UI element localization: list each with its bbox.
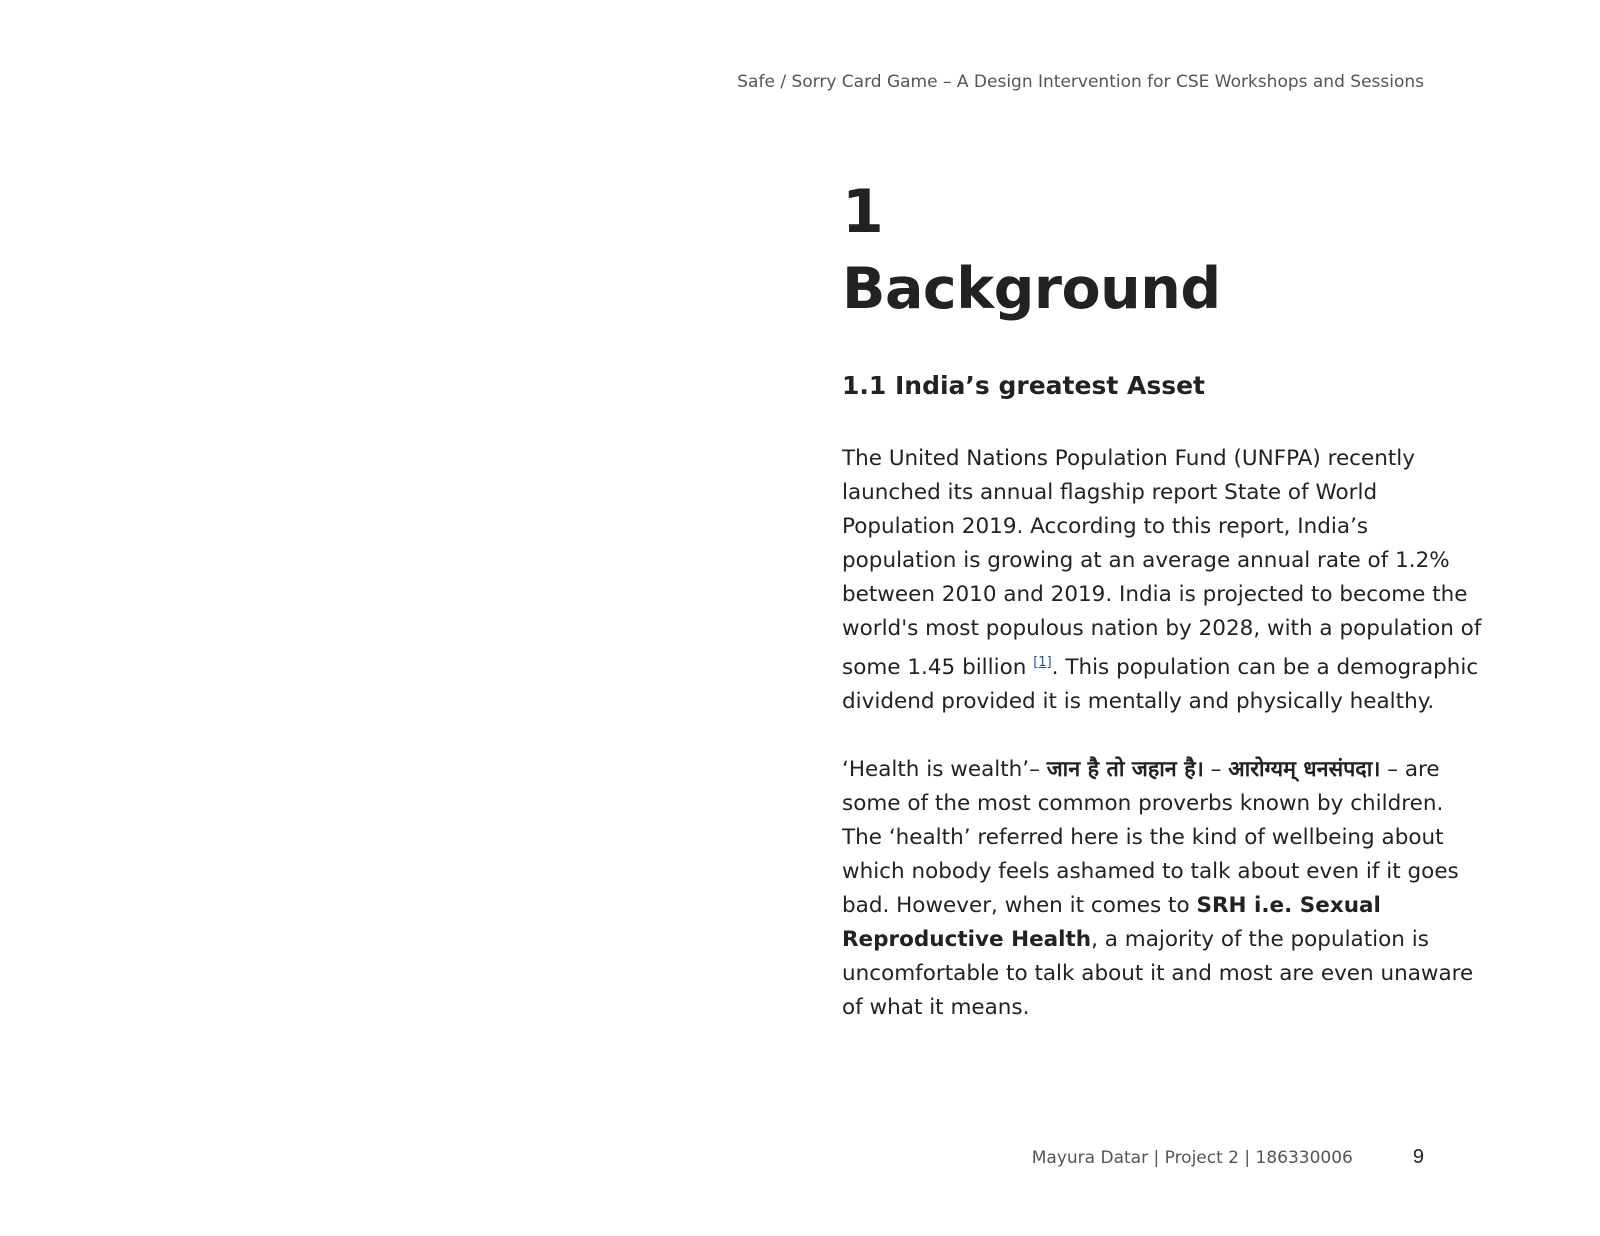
- paragraph-text: . This population can be a demographic dividend provided it is mentally and physically healthy.: [842, 654, 1479, 714]
- body-paragraph-population: [842, 442, 1482, 719]
- hindi-proverb: जान है तो जहान है।: [1046, 756, 1204, 782]
- paragraph-text: , a majority of the population is uncomfortable to talk about it and most are even unaware of what it means.: [842, 926, 1474, 1020]
- section-heading: 1.1 India’s greatest Asset: [842, 370, 1206, 400]
- page-content: [842, 176, 1482, 1025]
- page-number: 9: [1412, 1146, 1424, 1168]
- chapter-title: Background: [842, 256, 1221, 322]
- paragraph-text: The United Nations Population Fund (UNFPA) recently launched its annual flagship report State of World Population 2019. According to this report, India’s population is growing at an average annual rate of 1.2% between 2010 and 2019. India is projected to become the world's most populous nation by 2028, with a population of some 1.45 billion: [842, 445, 1482, 680]
- sanskrit-proverb: आरोग्यम् धनसंपदा।: [1228, 756, 1381, 782]
- paragraph-text: ‘Health is wealth’–: [842, 756, 1047, 782]
- bold-term-srh: SRH i.e. Sexual Reproductive Health: [842, 892, 1381, 952]
- paragraph-text: – are some of the most common proverbs known by children. The ‘health’ referred here is the kind of wellbeing about which nobody feels ashamed to talk about even if it goes bad. However, when it comes to: [842, 756, 1459, 918]
- dash-separator: –: [1203, 756, 1229, 782]
- footnote-link[interactable]: [1]: [1033, 654, 1052, 670]
- running-header: Safe / Sorry Card Game – A Design Intervention for CSE Workshops and Sessions: [737, 72, 1424, 92]
- chapter-number: 1: [842, 177, 884, 247]
- footer-author-info: Mayura Datar | Project 2 | 186330006: [1031, 1148, 1353, 1168]
- body-paragraph-health: [842, 753, 1482, 1025]
- page-footer: [724, 1146, 1424, 1169]
